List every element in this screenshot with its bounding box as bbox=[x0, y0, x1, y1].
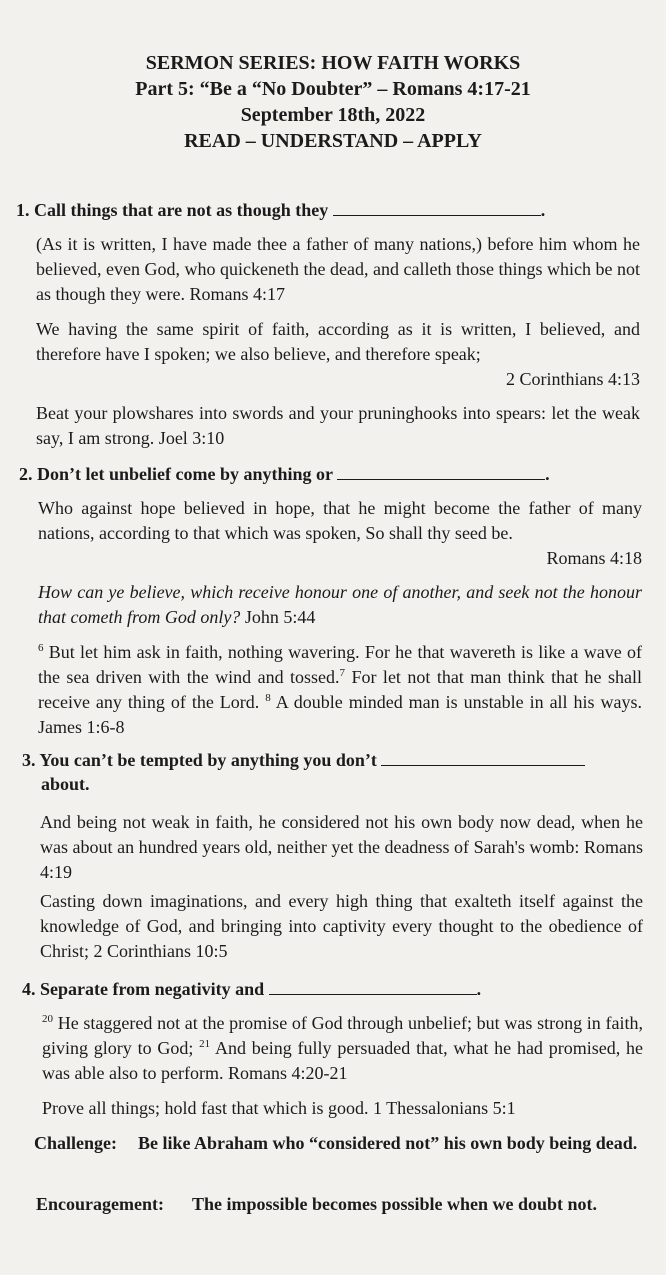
encouragement-block bbox=[36, 1191, 645, 1243]
sermon-header bbox=[0, 50, 666, 154]
point-2-blank bbox=[337, 462, 545, 480]
point-2-scripture-3: $^6$ But let him ask in faith, nothing wavering. For he that wavereth is like a wave of the sea driven with the wind and tossed.$^7$ For let not that man think that he shall receive any thing of the Lord. $^8$ A double minded man is unstable in all his ways. James 1:6-8 bbox=[38, 642, 643, 737]
point-4-scripture-2: Prove all things; hold fast that which is good. 1 Thessalonians 5:1 bbox=[42, 1098, 516, 1118]
point-3-heading: 3. You can’t be tempted by anything you don’t about. bbox=[22, 748, 585, 796]
point-1-scripture-2: We having the same spirit of faith, according as it is written, I believed, and therefore have I spoken; we also believe, and therefore speak; 2 Corinthians 4:13 bbox=[36, 319, 640, 389]
challenge-label: Challenge: bbox=[34, 1133, 117, 1153]
challenge-block bbox=[34, 1130, 645, 1182]
point-1-heading: 1. Call things that are not as though they . bbox=[16, 200, 546, 220]
point-2-scripture-2: How can ye believe, which receive honour one of another, and seek not the honour that cometh from God only? John 5:44 bbox=[38, 582, 642, 627]
point-1-scripture-3: Beat your plowshares into swords and your pruninghooks into spears: let the weak say, I am strong. Joel 3:10 bbox=[36, 403, 640, 448]
series-title: SERMON SERIES: HOW FAITH WORKS bbox=[145, 52, 521, 74]
point-3-scripture-1: And being not weak in faith, he considered not his own body now dead, when he was about an hundred years old, neither yet the deadness of Sarah's womb: Romans 4:19 bbox=[40, 812, 643, 882]
part-title: Part 5: “Be a “No Doubter” – Romans 4:17-21 bbox=[135, 78, 531, 100]
point-2-scripture-1: Who against hope believed in hope, that he might become the father of many nations, according to that which was spoken, So shall thy seed be. Romans 4:18 bbox=[38, 498, 642, 568]
encouragement-text: The impossible becomes possible when we doubt not. bbox=[192, 1194, 598, 1214]
point-3-scripture-2: Casting down imaginations, and every high thing that exalteth itself against the knowledge of God, and bringing into captivity every thought to the obedience of Christ; 2 Corinthians 10:5 bbox=[40, 891, 643, 961]
point-4-scripture-1: $^{20}$ He staggered not at the promise of God through unbelief; but was strong in faith, giving glory to God; $^{21}$ And being fully persuaded that, what he had promised, he was able also to perform. Romans 4:20-21 bbox=[42, 1013, 643, 1083]
point-1-blank bbox=[333, 198, 541, 216]
encouragement-label: Encouragement: bbox=[36, 1194, 164, 1214]
point-1-scripture-1: (As it is written, I have made thee a father of many nations,) before him whom he believed, even God, who quickeneth the dead, and calleth those things which be not as though they were. Romans 4:17 bbox=[36, 234, 640, 304]
point-3-blank bbox=[381, 748, 585, 766]
read-understand-apply: READ – UNDERSTAND – APPLY bbox=[184, 130, 482, 152]
point-2-heading: 2. Don’t let unbelief come by anything or . bbox=[19, 464, 550, 484]
challenge-text: Be like Abraham who “considered not” his own body being dead. bbox=[138, 1133, 638, 1153]
point-4-heading: 4. Separate from negativity and . bbox=[22, 979, 482, 999]
point-4-blank bbox=[269, 977, 477, 995]
sermon-date: September 18th, 2022 bbox=[240, 104, 426, 126]
